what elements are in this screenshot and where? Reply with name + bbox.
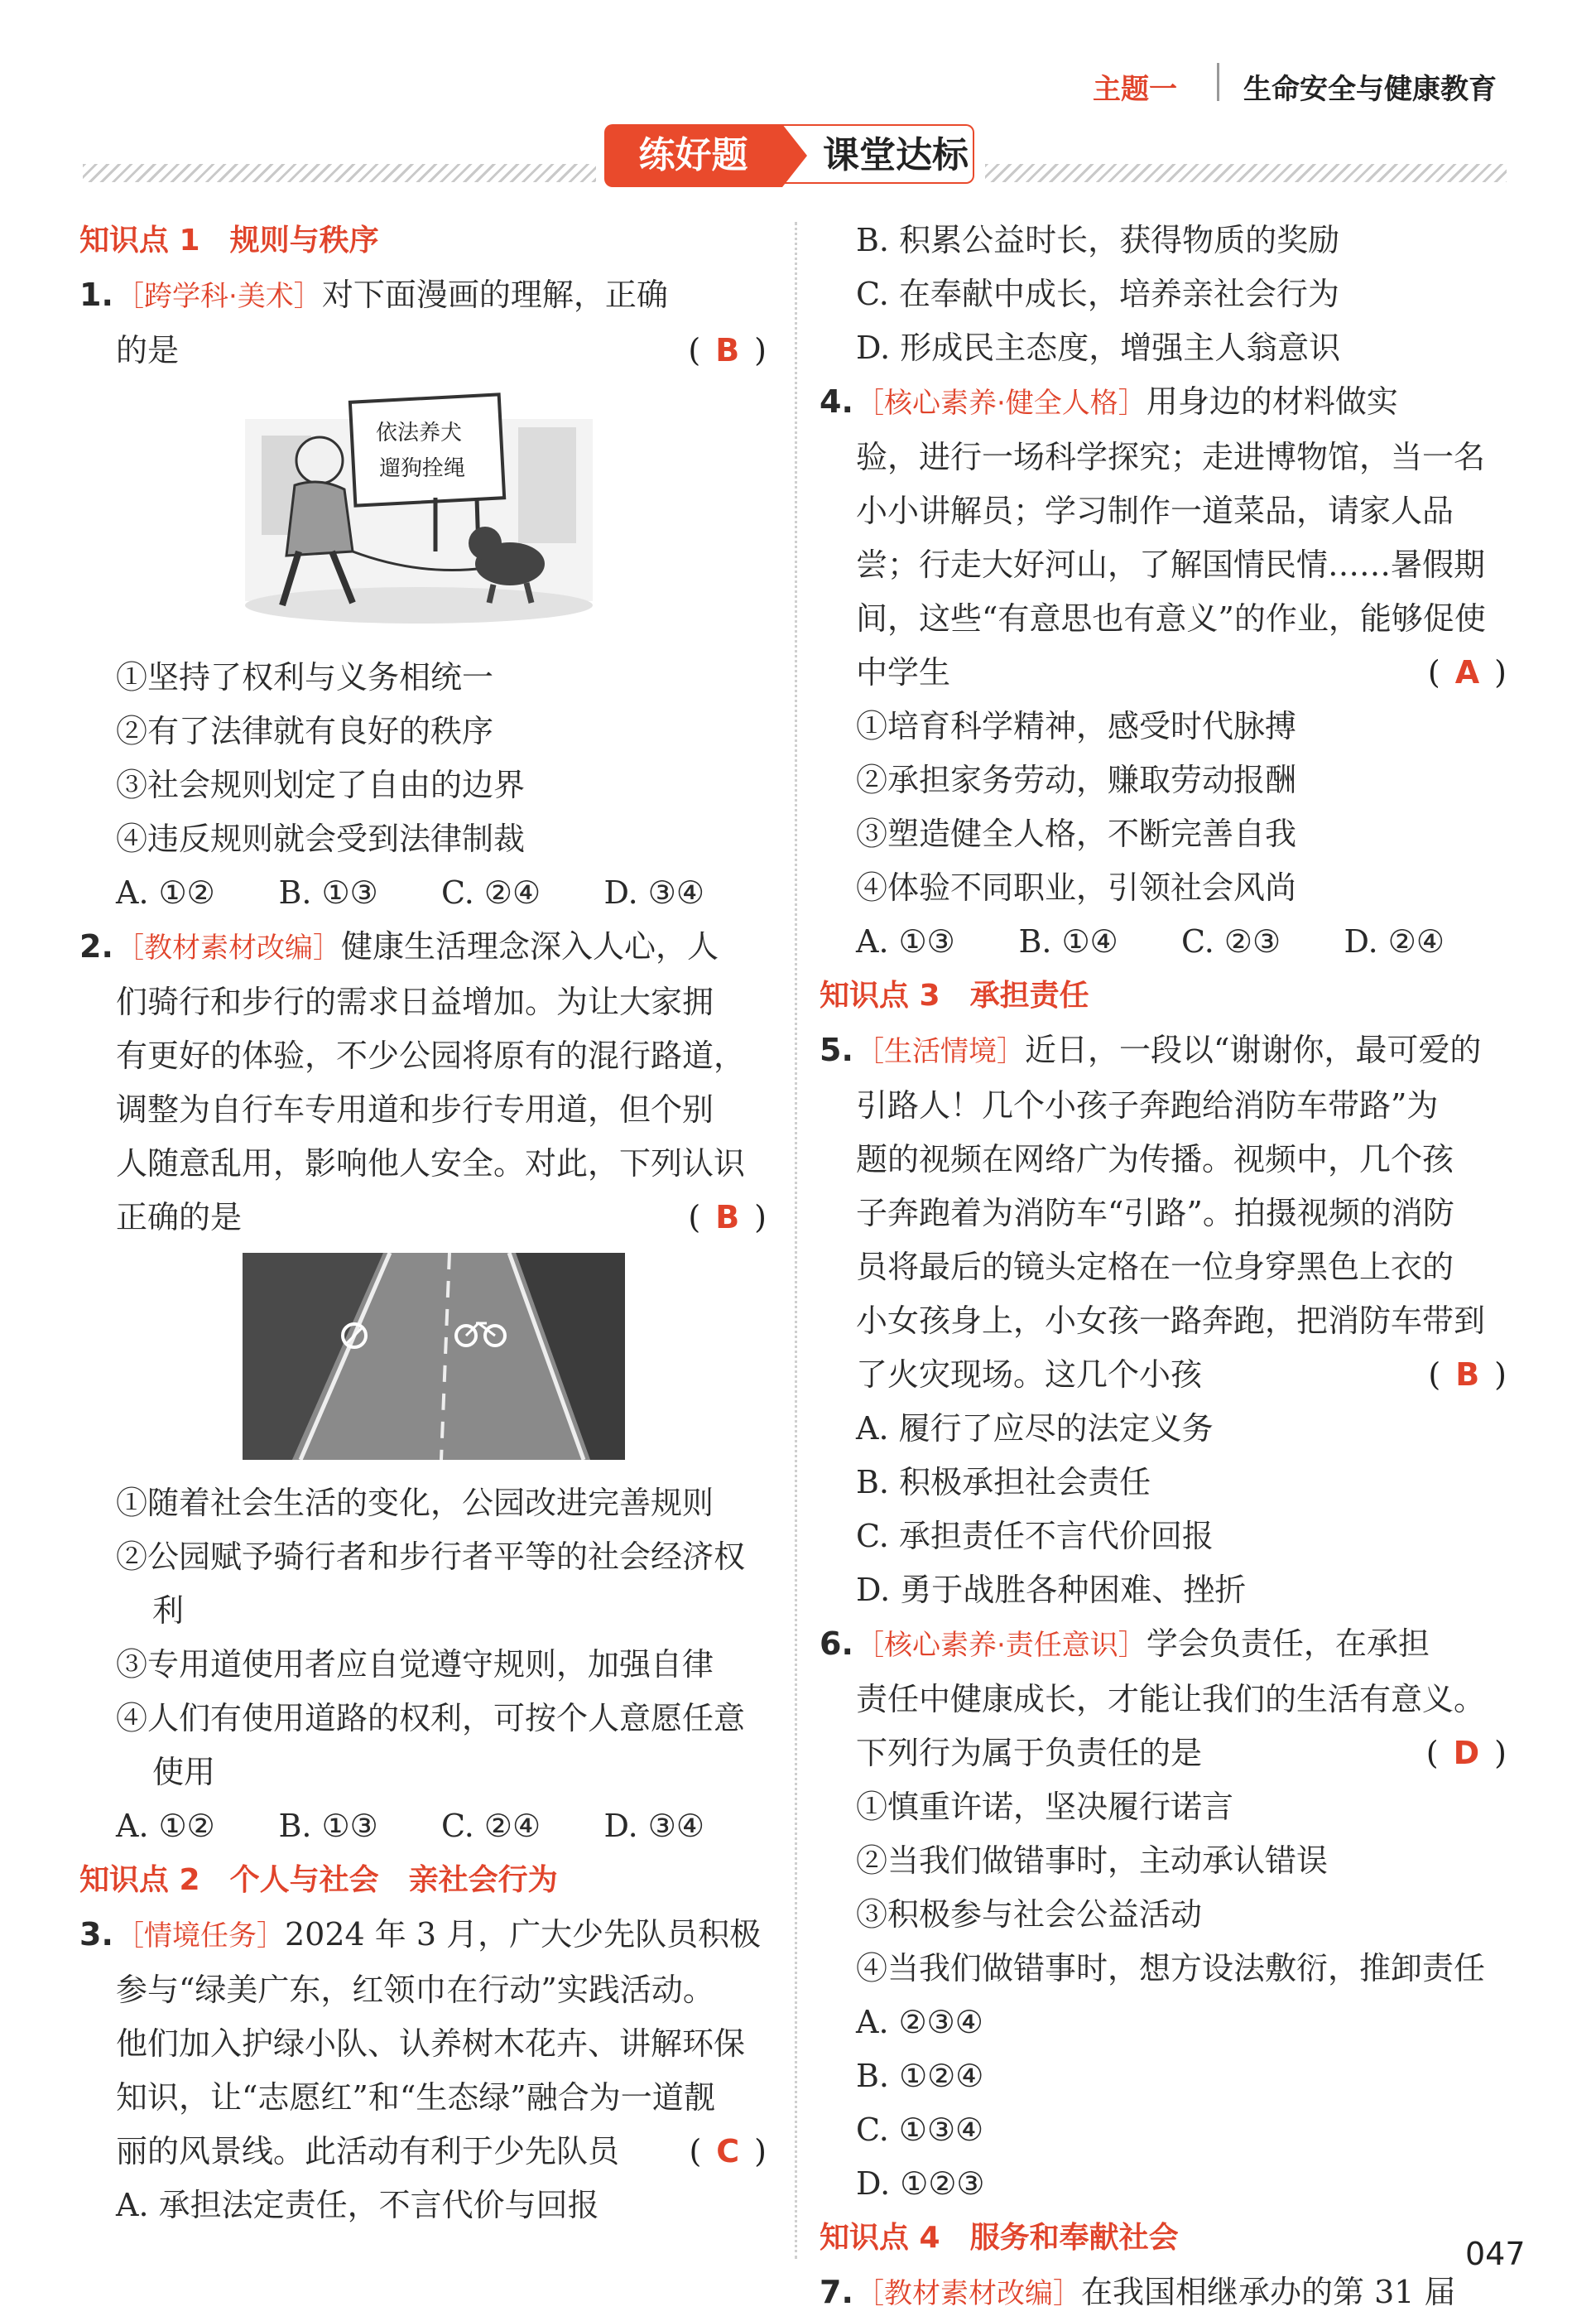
sign-line-1: 依法养犬 bbox=[376, 421, 463, 445]
stem-text: 健康生活理念深入人心，人 bbox=[341, 928, 719, 965]
stem-line-4: 调整为自行车专用道和步行专用道，但个别 bbox=[116, 1091, 714, 1128]
stem-line-5: 间，这些“有意思也有意义”的作业，能够促使 bbox=[856, 600, 1486, 637]
stem-line-5: 员将最后的镜头定格在一位身穿黑色上衣的 bbox=[856, 1249, 1454, 1285]
answer-value: C bbox=[716, 2133, 740, 2169]
question-number: 6. bbox=[820, 1625, 853, 1662]
stem-line-2: 验，进行一场科学探究；走进博物馆，当一名 bbox=[856, 439, 1486, 475]
choice-a[interactable]: A. ①② bbox=[116, 874, 215, 911]
q2-item-4: ④人们有使用道路的权利，可按个人意愿任意使用 bbox=[116, 1700, 746, 1790]
question-number: 5. bbox=[820, 1032, 853, 1068]
q5-option-b[interactable]: B. 积极承担社会责任 bbox=[856, 1464, 1151, 1500]
q6-item-2: ②当我们做错事时，主动承认错误 bbox=[856, 1842, 1329, 1879]
hatch-left bbox=[83, 164, 596, 182]
stem-line-1 bbox=[856, 375, 1507, 431]
answer-value: A bbox=[1454, 654, 1480, 691]
question-stem bbox=[116, 268, 767, 324]
question-tag: ［教材素材改编］ bbox=[116, 932, 341, 965]
question-tag: ［核心素养·健全人格］ bbox=[856, 387, 1147, 420]
question-3 bbox=[79, 1908, 767, 2232]
choice-c[interactable]: C. ②③ bbox=[1181, 923, 1281, 960]
stem-line-1 bbox=[856, 1617, 1507, 1673]
stem-line-2: 责任中健康成长，才能让我们的生活有意义。 bbox=[856, 1681, 1486, 1717]
question-stem-2 bbox=[116, 324, 767, 378]
stem-text: 下列行为属于负责任的是 bbox=[856, 1735, 1203, 1771]
stem-line-7 bbox=[856, 1348, 1507, 1402]
stem-text: 中学生 bbox=[856, 654, 951, 691]
stem-line: 的是 bbox=[116, 332, 180, 368]
left-column bbox=[79, 214, 767, 2232]
choice-d[interactable]: D. ①②③ bbox=[856, 2165, 985, 2202]
question-4 bbox=[820, 375, 1507, 700]
stem-text: 近日，一段以“谢谢你，最可爱的 bbox=[1025, 1032, 1482, 1068]
page-header bbox=[1076, 58, 1540, 116]
q2-item-1: ①随着社会生活的变化，公园改进完善规则 bbox=[116, 1485, 714, 1521]
answer-bracket: ( B ) bbox=[688, 1199, 767, 1235]
stem-line-4: 子奔跑着为消防车“引路”。拍摄视频的消防 bbox=[856, 1195, 1454, 1231]
answer-value: B bbox=[1455, 1356, 1480, 1393]
choice-b[interactable]: B. ①④ bbox=[1018, 923, 1118, 960]
q4-item-2: ②承担家务劳动，赚取劳动报酬 bbox=[856, 762, 1297, 798]
stem-text: 正确的是 bbox=[116, 1199, 243, 1235]
q1-item-1: ①坚持了权利与义务相统一 bbox=[116, 659, 494, 696]
knowledge-point-4: 知识点 4 服务和奉献社会 bbox=[820, 2221, 1179, 2255]
stem-line-4: 知识，让“志愿红”和“生态绿”融合为一道靓 bbox=[116, 2079, 715, 2116]
answer-value: D bbox=[1453, 1735, 1480, 1771]
cartoon-illustration bbox=[237, 386, 601, 634]
choice-a[interactable]: A. ①③ bbox=[856, 923, 955, 960]
banner-left: 练好题 bbox=[604, 124, 782, 187]
choice-b[interactable]: B. ①③ bbox=[278, 874, 378, 911]
stem-text: 用身边的材料做实 bbox=[1146, 383, 1398, 420]
question-number: 1. bbox=[79, 277, 113, 313]
q1-item-4: ④违反规则就会受到法律制裁 bbox=[116, 821, 526, 857]
question-tag: ［教材素材改编］ bbox=[856, 2277, 1081, 2310]
question-6 bbox=[820, 1617, 1507, 1780]
stem-text: 了火灾现场。这几个小孩 bbox=[856, 1356, 1203, 1393]
banner-arrow bbox=[782, 124, 807, 187]
q6-item-1: ①慎重许诺，坚决履行诺言 bbox=[856, 1789, 1234, 1825]
q6-item-3: ③积极参与社会公益活动 bbox=[856, 1896, 1203, 1933]
stem-line-3: 他们加入护绿小队、认养树木花卉、讲解环保 bbox=[116, 2025, 746, 2062]
road-photo bbox=[243, 1253, 625, 1460]
question-1 bbox=[79, 268, 767, 378]
stem-line-5 bbox=[116, 2125, 767, 2179]
question-number: 3. bbox=[79, 1916, 113, 1953]
knowledge-point-2: 知识点 2 个人与社会 亲社会行为 bbox=[79, 1863, 558, 1897]
choice-d[interactable]: D. ③④ bbox=[603, 874, 704, 911]
stem-line-3: 题的视频在网络广为传播。视频中，几个孩 bbox=[856, 1141, 1454, 1177]
choice-b[interactable]: B. ①③ bbox=[278, 1808, 378, 1844]
question-number: 7. bbox=[820, 2274, 853, 2310]
q3-option-d[interactable]: D. 形成民主态度，增强主人翁意识 bbox=[856, 330, 1341, 366]
stem-line-1 bbox=[856, 2266, 1507, 2321]
q5-option-a[interactable]: A. 履行了应尽的法定义务 bbox=[856, 1410, 1214, 1447]
stem-line-1 bbox=[856, 1023, 1507, 1079]
choice-a[interactable]: A. ①② bbox=[116, 1808, 215, 1844]
choice-c[interactable]: C. ②④ bbox=[441, 874, 541, 911]
choice-c[interactable]: C. ①③④ bbox=[856, 2112, 984, 2148]
q5-option-d[interactable]: D. 勇于战胜各种困难、挫折 bbox=[856, 1572, 1247, 1608]
road-photo-svg bbox=[243, 1253, 625, 1460]
q3-option-c[interactable]: C. 在奉献中成长，培养亲社会行为 bbox=[856, 276, 1339, 312]
question-tag: ［跨学科·美术］ bbox=[116, 280, 322, 313]
q4-item-1: ①培育科学精神，感受时代脉搏 bbox=[856, 708, 1297, 744]
stem-text: 在我国相继承办的第 31 届 bbox=[1081, 2274, 1456, 2310]
answer-bracket: ( B ) bbox=[1428, 1356, 1507, 1393]
q4-item-3: ③塑造健全人格，不断完善自我 bbox=[856, 816, 1297, 852]
stem-line-1 bbox=[116, 1908, 767, 1963]
question-number: 2. bbox=[79, 928, 113, 965]
q6-item-4: ④当我们做错事时，想方设法敷衍，推卸责任 bbox=[856, 1950, 1486, 1986]
answer-bracket: ( B ) bbox=[688, 332, 767, 368]
answer-value: B bbox=[715, 1199, 740, 1235]
question-tag: ［核心素养·责任意识］ bbox=[856, 1629, 1147, 1662]
knowledge-point-1: 知识点 1 规则与秩序 bbox=[79, 224, 379, 258]
stem-text: 学会负责任，在承担 bbox=[1146, 1625, 1430, 1662]
q2-item-2: ②公园赋予骑行者和步行者平等的社会经济权利 bbox=[116, 1539, 746, 1629]
sign-line-2: 遛狗拴绳 bbox=[379, 456, 466, 481]
stem-text: 丽的风景线。此活动有利于少先队员 bbox=[116, 2133, 620, 2169]
question-tag: ［情境任务］ bbox=[116, 1919, 285, 1953]
answer-bracket: ( A ) bbox=[1427, 654, 1507, 691]
header-divider bbox=[1217, 63, 1219, 101]
stem-line-6 bbox=[856, 646, 1507, 700]
stem-line-3 bbox=[856, 1726, 1507, 1780]
choice-d[interactable]: D. ②④ bbox=[1344, 923, 1445, 960]
stem-line: 对下面漫画的理解，正确 bbox=[321, 277, 668, 313]
choice-c[interactable]: C. ②④ bbox=[441, 1808, 541, 1844]
stem-line-3: 有更好的体验，不少公园将原有的混行路道， bbox=[116, 1038, 746, 1074]
stem-line-2: 引路人！几个小孩子奔跑给消防车带路”为 bbox=[856, 1087, 1439, 1124]
header-title: 生命安全与健康教育 bbox=[1243, 73, 1497, 106]
cartoon-svg bbox=[237, 386, 601, 634]
q5-option-c[interactable]: C. 承担责任不言代价回报 bbox=[856, 1518, 1214, 1554]
stem-line-4: 尝；行走大好河山，了解国情民情……暑假期 bbox=[856, 547, 1486, 583]
question-5 bbox=[820, 1023, 1507, 1402]
q3-option-a[interactable]: A. 承担法定责任，不言代价与回报 bbox=[116, 2187, 599, 2223]
q4-choices bbox=[820, 915, 1507, 969]
stem-line-6: 小女孩身上，小女孩一路奔跑，把消防车带到 bbox=[856, 1303, 1486, 1339]
q1-item-3: ③社会规则划定了自由的边界 bbox=[116, 767, 526, 803]
section-banner bbox=[604, 124, 977, 187]
q4-item-4: ④体验不同职业，引领社会风尚 bbox=[856, 869, 1297, 906]
banner-right-text: 课堂达标 bbox=[823, 134, 969, 176]
answer-value: B bbox=[715, 332, 740, 368]
banner-right bbox=[782, 124, 974, 184]
q6-choices bbox=[820, 1996, 1507, 2211]
stem-line-2: 参与“绿美广东，红领巾在行动”实践活动。 bbox=[116, 1972, 714, 2008]
stem-line-5: 人随意乱用，影响他人安全。对此，下列认识 bbox=[116, 1145, 746, 1182]
choice-a[interactable]: A. ②③④ bbox=[856, 2004, 983, 2040]
q1-choices bbox=[79, 866, 767, 920]
stem-line-6 bbox=[116, 1191, 767, 1245]
choice-b[interactable]: B. ①②④ bbox=[856, 2058, 984, 2094]
question-2 bbox=[79, 920, 767, 1245]
question-7 bbox=[820, 2266, 1507, 2321]
choice-d[interactable]: D. ③④ bbox=[603, 1808, 704, 1844]
stem-line-3: 小小讲解员；学习制作一道菜品，请家人品 bbox=[856, 493, 1454, 529]
question-number: 4. bbox=[820, 383, 853, 420]
hatch-right bbox=[985, 164, 1507, 182]
q2-item-3: ③专用道使用者应自觉遵守规则，加强自律 bbox=[116, 1646, 714, 1683]
stem-line-1 bbox=[116, 920, 767, 975]
right-column bbox=[820, 214, 1507, 2321]
q1-item-2: ②有了法律就有良好的秩序 bbox=[116, 713, 494, 749]
stem-line-2: 们骑行和步行的需求日益增加。为让大家拥 bbox=[116, 984, 714, 1020]
header-theme: 主题一 bbox=[1093, 73, 1177, 106]
question-tag: ［生活情境］ bbox=[856, 1035, 1025, 1068]
knowledge-point-3: 知识点 3 承担责任 bbox=[820, 979, 1089, 1013]
answer-bracket: ( D ) bbox=[1425, 1735, 1507, 1771]
column-divider bbox=[795, 222, 797, 2259]
q3-option-b[interactable]: B. 积累公益时长，获得物质的奖励 bbox=[856, 222, 1340, 258]
page-number: 047 bbox=[1465, 2236, 1526, 2272]
stem-text: 2024 年 3 月，广大少先队员积极 bbox=[285, 1916, 762, 1953]
answer-bracket: ( C ) bbox=[689, 2133, 767, 2169]
q2-choices bbox=[79, 1799, 767, 1853]
